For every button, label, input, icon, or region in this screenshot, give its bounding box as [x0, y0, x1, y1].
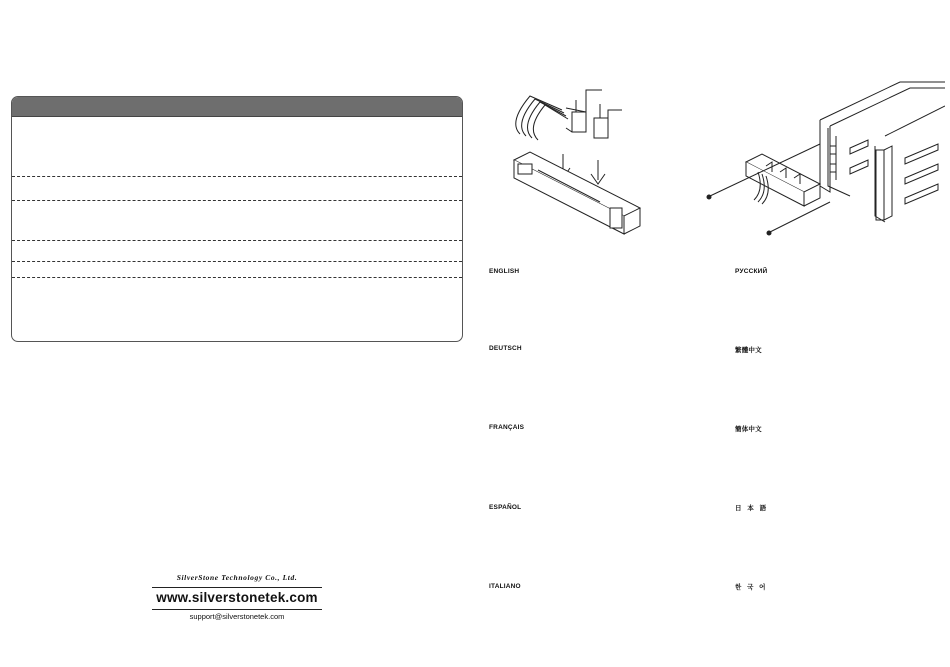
- installation-illustration: [700, 76, 945, 246]
- lang-heading-french: FRANÇAIS: [489, 424, 525, 431]
- row-divider: [12, 240, 462, 241]
- lang-heading-traditional-chinese: 繁體中文: [735, 347, 762, 354]
- row-divider: [12, 176, 462, 177]
- lang-heading-simplified-chinese: 簡体中文: [735, 426, 762, 433]
- bottom-rule: [152, 609, 322, 610]
- lang-heading-korean: 한 국 어: [735, 584, 768, 591]
- row-divider: [12, 261, 462, 262]
- lang-heading-russian: РУССКИЙ: [735, 268, 768, 275]
- website-link[interactable]: www.silverstonetek.com: [156, 590, 318, 605]
- lang-heading-spanish: ESPAÑOL: [489, 504, 522, 511]
- support-email[interactable]: support@silverstonetek.com: [189, 612, 285, 621]
- top-rule: [152, 587, 322, 588]
- company-name: SilverStone Technology Co., Ltd.: [176, 573, 298, 582]
- row-divider: [12, 200, 462, 201]
- lang-heading-english: ENGLISH: [489, 268, 520, 275]
- spec-table: [11, 96, 463, 342]
- row-divider: [12, 277, 462, 278]
- lang-heading-italian: ITALIANO: [489, 583, 521, 590]
- connector-illustration: [490, 82, 660, 242]
- spec-table-header: [12, 97, 462, 117]
- lang-heading-german: DEUTSCH: [489, 345, 522, 352]
- lang-heading-japanese: 日 本 語: [735, 505, 769, 512]
